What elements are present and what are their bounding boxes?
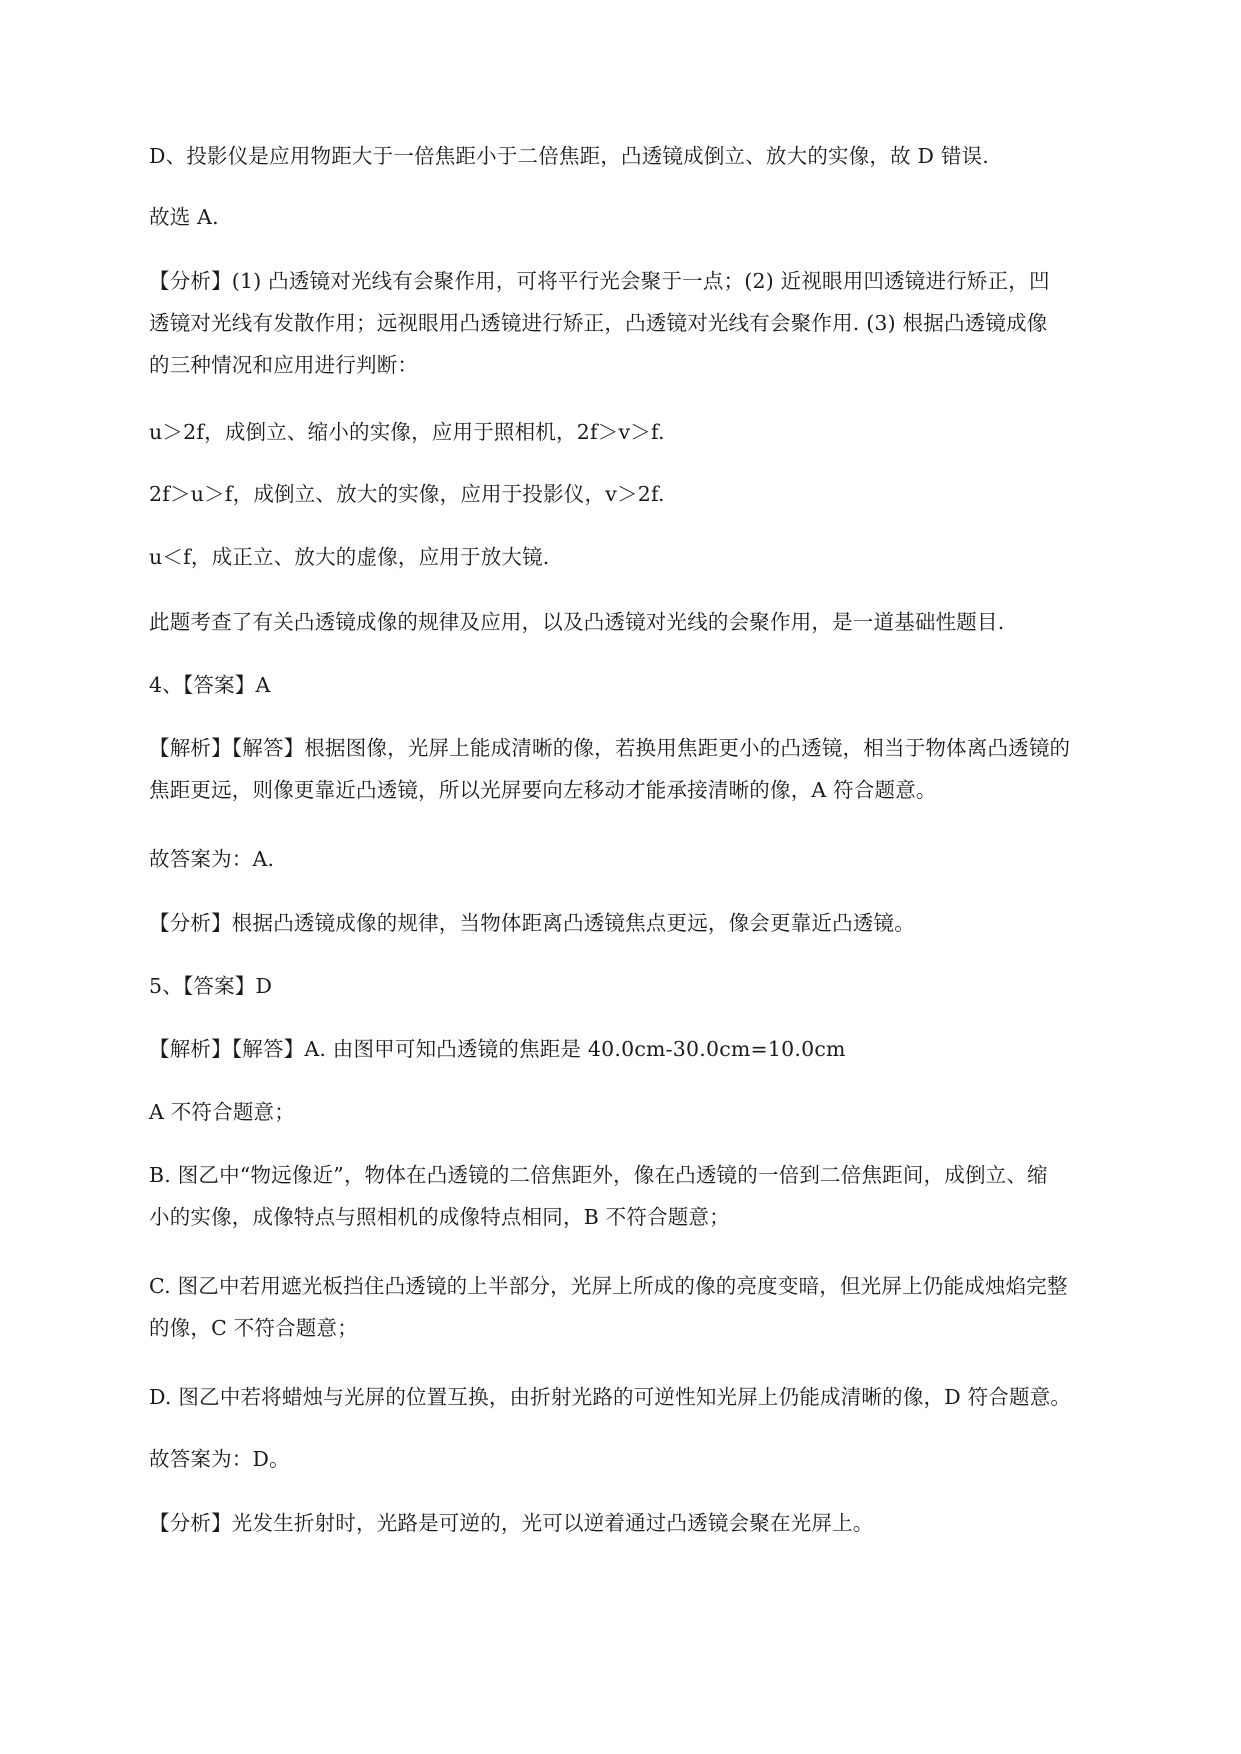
paragraph-option-a-result: A 不符合题意； (149, 1100, 295, 1124)
paragraph-answer-5: 5、【答案】D (149, 974, 273, 998)
paragraph-explanation-4: 【解析】【解答】根据图像，光屏上能成清晰的像，若换用焦距更小的凸透镜，相当于物体离凸透镜的 焦距更远，则像更靠近凸透镜，所以光屏要向左移动才能承接清晰的像，A 符合题意。 (149, 736, 1071, 802)
paragraph-summary-3: 此题考查了有关凸透镜成像的规律及应用，以及凸透镜对光线的会聚作用，是一道基础性题目. (149, 610, 1005, 634)
paragraph-final-answer-4: 故答案为：A. (149, 847, 275, 871)
paragraph-case-projector: 2f＞u＞f，成倒立、放大的实像，应用于投影仪，v＞2f. (149, 482, 665, 506)
paragraph-case-camera: u＞2f，成倒立、缩小的实像，应用于照相机，2f＞v＞f. (149, 420, 665, 444)
paragraph-explanation-5a: 【解析】【解答】A. 由图甲可知凸透镜的焦距是 40.0cm-30.0cm=10.0cm (149, 1037, 846, 1061)
paragraph-case-magnifier: u＜f，成正立、放大的虚像，应用于放大镜. (149, 545, 550, 569)
paragraph-option-b: B. 图乙中“物远像近”，物体在凸透镜的二倍焦距外，像在凸透镜的一倍到二倍焦距间，成倒立、缩 小的实像，成像特点与照相机的成像特点相同，B 不符合题意； (149, 1163, 1048, 1229)
paragraph-option-d-conclusion: D、投影仪是应用物距大于一倍焦距小于二倍焦距，凸透镜成倒立、放大的实像，故 D 错误. (149, 144, 990, 168)
paragraph-analysis-4: 【分析】根据凸透镜成像的规律，当物体距离凸透镜焦点更远，像会更靠近凸透镜。 (149, 911, 915, 935)
paragraph-option-c: C. 图乙中若用遮光板挡住凸透镜的上半部分，光屏上所成的像的亮度变暗，但光屏上仍能成烛焰完整 的像，C 不符合题意； (149, 1274, 1068, 1340)
paragraph-analysis-3: 【分析】(1) 凸透镜对光线有会聚作用，可将平行光会聚于一点；(2) 近视眼用凹透镜进行矫正，凹 透镜对光线有发散作用；远视眼用凸透镜进行矫正，凸透镜对光线有会聚作用. (3) 根据凸透镜成像 的三种情况和应用进行判断： (149, 269, 1050, 377)
paragraph-option-d: D. 图乙中若将蜡烛与光屏的位置互换，由折射光路的可逆性知光屏上仍能成清晰的像，D 符合题意。 (149, 1385, 1072, 1409)
paragraph-choice-a: 故选 A. (149, 205, 219, 229)
paragraph-answer-4: 4、【答案】A (149, 673, 271, 697)
paragraph-final-answer-5: 故答案为：D。 (149, 1447, 290, 1471)
paragraph-analysis-5: 【分析】光发生折射时，光路是可逆的，光可以逆着通过凸透镜会聚在光屏上。 (149, 1511, 874, 1535)
